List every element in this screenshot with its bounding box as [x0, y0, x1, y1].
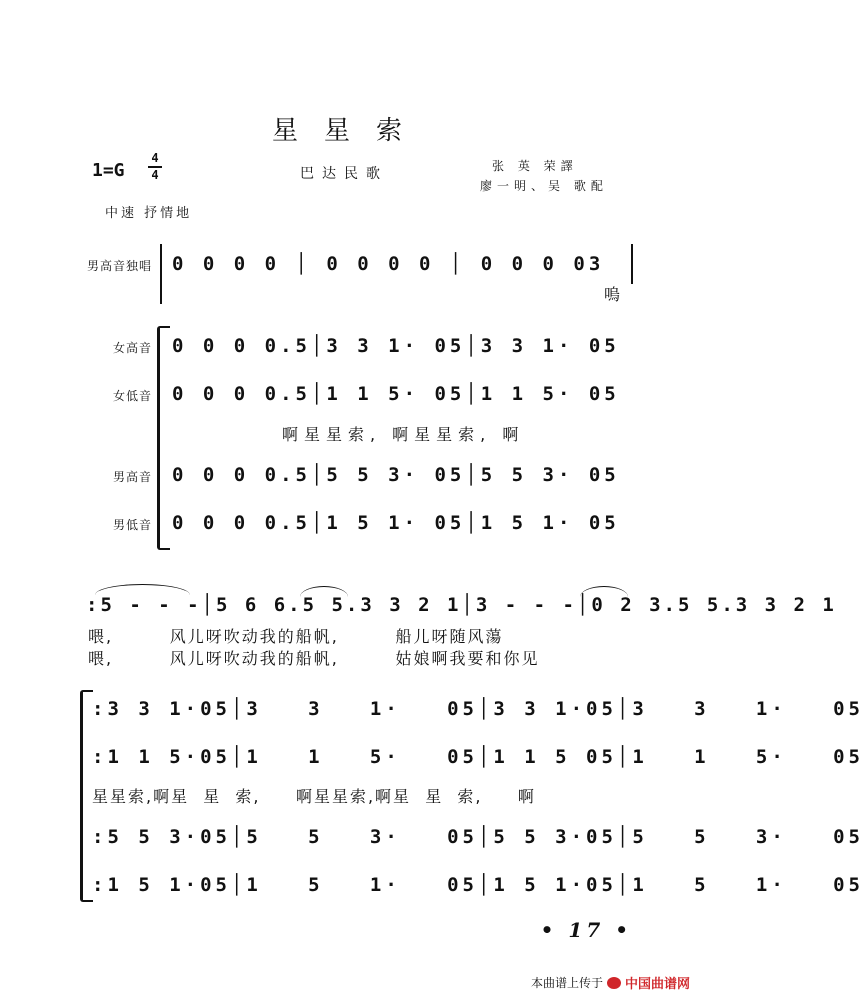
choir-lyric-system2: 星星索,啊星 星 索, 啊星星索,啊星 星 索, 啊 [92, 787, 536, 806]
soprano-notes-system1: 0 0 0 0.5│3 3 1· 05│3 3 1· 05 [172, 335, 620, 357]
site-name: 中国曲谱网 [624, 977, 690, 992]
time-signature-bottom: 4 [151, 168, 159, 182]
solo-lyric-verse2: 喂, 风儿呀吹动我的船帆, 姑娘啊我要和你见 [88, 649, 540, 668]
soprano-notes-system2: :3 3 1·05│3 3 1· 05│3 3 1·05│3 3 1· 05 [92, 698, 864, 720]
part-label-bass: 男低音 [112, 518, 152, 532]
watermark [531, 973, 690, 992]
part-label-alto: 女低音 [112, 389, 152, 403]
staff-start-line [160, 244, 162, 304]
part-label-tenor-solo: 男高音独唱 [86, 259, 152, 273]
choir-lyric-system1: 啊星星索, 啊星星索, 啊 [282, 425, 525, 444]
song-title: 星星索 [271, 116, 428, 146]
arranger-credit: 廖一明、吴 歌配 [480, 179, 608, 193]
solo-notes-system1: 0 0 0 0 │ 0 0 0 0 │ 0 0 0 03 [172, 253, 605, 275]
site-logo-icon [607, 977, 621, 989]
solo-lyric-verse1: 喂, 风儿呀吹动我的船帆, 船儿呀随风蕩 [88, 627, 504, 646]
part-label-soprano: 女高音 [112, 341, 152, 355]
alto-notes-system1: 0 0 0 0.5│1 1 5· 05│1 1 5· 05 [172, 383, 620, 405]
key-signature: 1=G [92, 160, 125, 181]
time-signature-top: 4 [151, 151, 159, 165]
bar-line [631, 244, 633, 284]
bass-notes-system1: 0 0 0 0.5│1 5 1· 05│1 5 1· 05 [172, 512, 620, 534]
alto-notes-system2: :1 1 5·05│1 1 5· 05│1 1 5 05│1 1 5· 05 [92, 746, 864, 768]
upload-note: 本曲谱上传于 [530, 976, 603, 990]
bass-notes-system2: :1 5 1·05│1 5 1· 05│1 5 1·05│1 5 1· 05 [92, 874, 864, 896]
song-origin: 巴达民歌 [300, 166, 388, 182]
page-number: • 17 • [540, 918, 632, 942]
solo-lyric-system1: 嗚 [604, 285, 623, 304]
tenor-notes-system2: :5 5 3·05│5 5 3· 05│5 5 3·05│5 5 3· 05 [92, 826, 864, 848]
tempo-marking: 中速 抒情地 [105, 206, 193, 221]
solo-notes-system2: :5 - - -│5 6 6.5 5.3 3 2 1│3 - - -│0 2 3.5 5.3 3 2 1 [86, 594, 837, 616]
time-signature [148, 152, 162, 182]
tenor-notes-system1: 0 0 0 0.5│5 5 3· 05│5 5 3· 05 [172, 464, 620, 486]
choir-brace [157, 326, 170, 550]
translator-credit: 张 英 荣譯 [492, 159, 578, 173]
part-label-tenor: 男高音 [112, 470, 152, 484]
